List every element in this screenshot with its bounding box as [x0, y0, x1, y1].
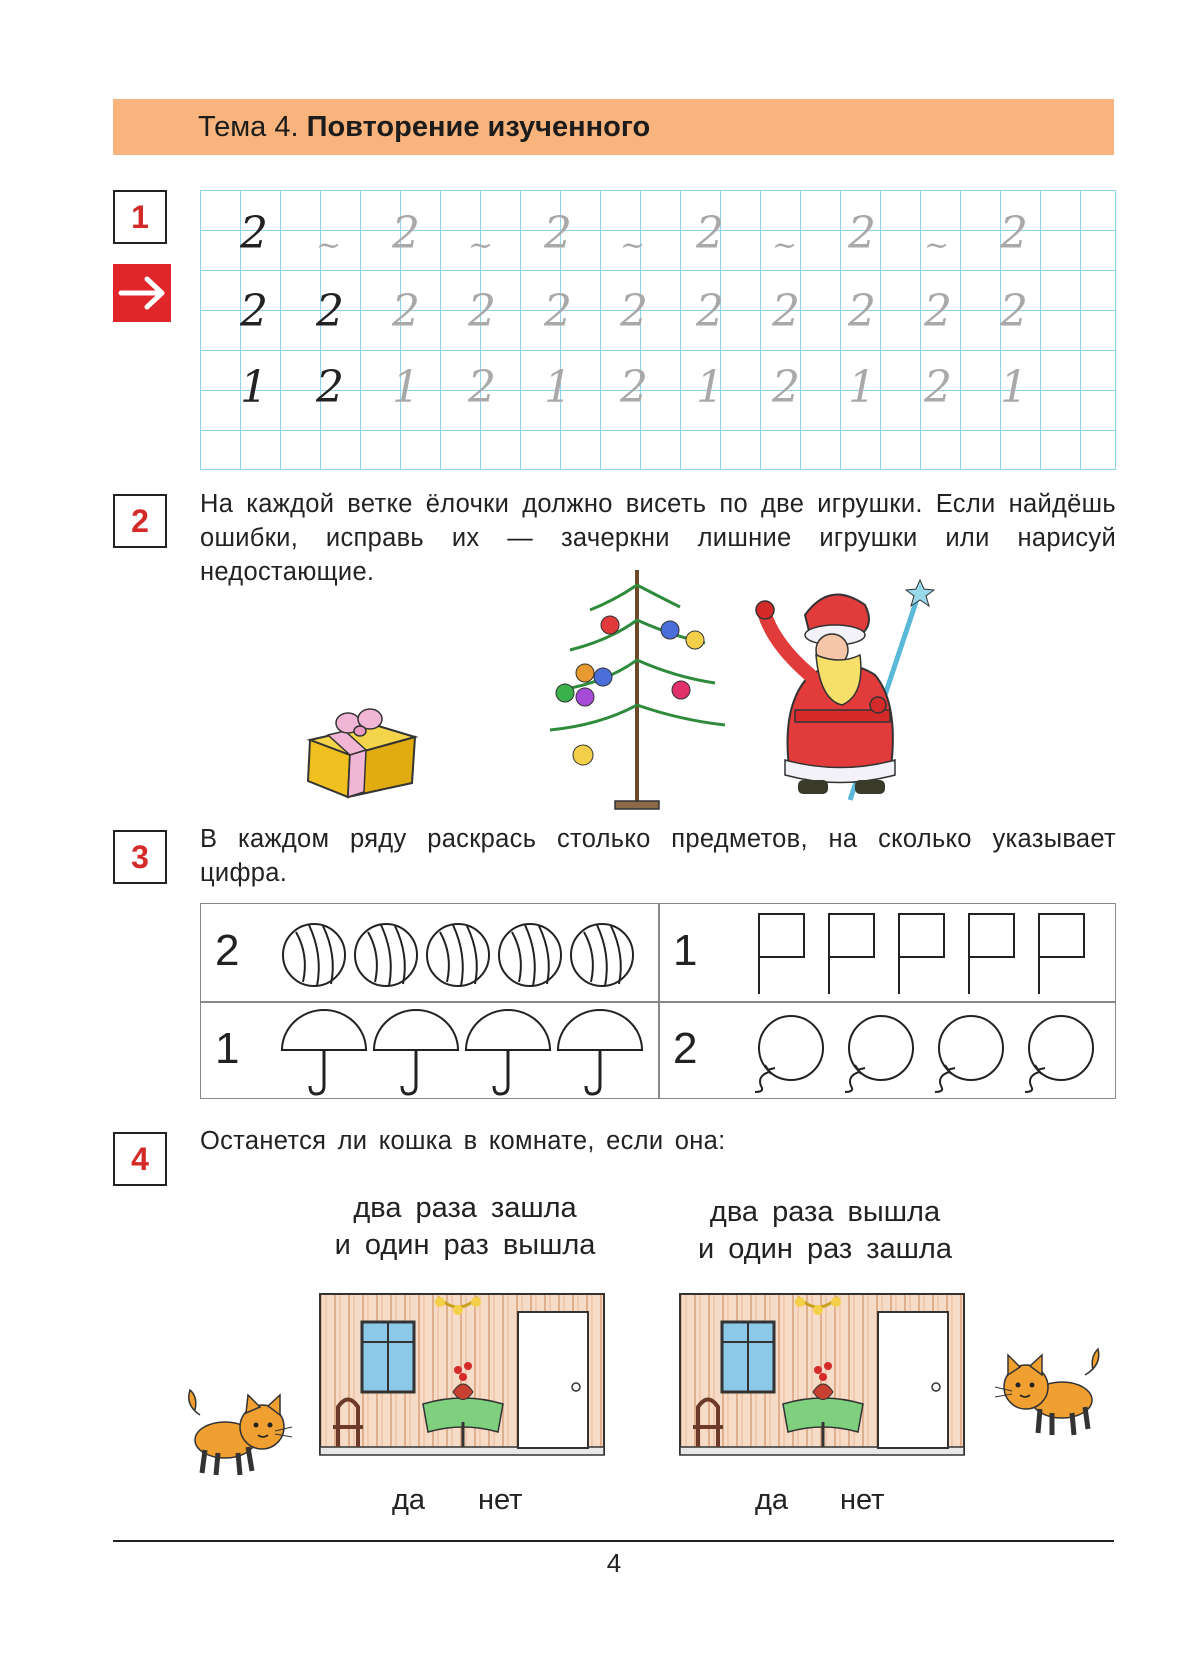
- flag-icon: [759, 914, 804, 994]
- balloon-icon: [755, 1016, 823, 1092]
- practice-glyph: 2: [316, 286, 344, 337]
- writing-grid: [200, 190, 1116, 470]
- umbrella-icon: [374, 1010, 458, 1094]
- practice-glyph: ~: [924, 228, 950, 263]
- task-3-text: В каждом ряду раскрась столько предметов, на сколько указывает цифра.: [200, 825, 1116, 887]
- question-2-line-2: и один раз зашла: [698, 1233, 952, 1265]
- question-1-yes[interactable]: да: [392, 1484, 426, 1516]
- question-2-caption: [660, 1194, 990, 1268]
- task-1-number: 1: [113, 190, 167, 244]
- flag-icon: [969, 914, 1014, 994]
- umbrellas-row: [279, 1008, 651, 1096]
- flag-icon: [1039, 914, 1084, 994]
- topic-header: [113, 99, 1114, 155]
- practice-glyph: 1: [696, 362, 724, 413]
- balloon-icon: [845, 1016, 913, 1092]
- practice-glyph: 2: [848, 286, 876, 337]
- cell-digit-balls: 2: [215, 926, 240, 975]
- task-4-text: Останется ли кошка в комнате, если она:: [200, 1127, 726, 1155]
- cat-right-image: [990, 1345, 1110, 1440]
- practice-glyph: 2: [924, 362, 952, 413]
- gift-box-image: [300, 695, 425, 800]
- practice-glyph: 2: [620, 286, 648, 337]
- topic-name: Повторение изученного: [306, 111, 651, 143]
- practice-glyph: 2: [772, 286, 800, 337]
- question-2-line-1: два раза вышла: [709, 1196, 941, 1228]
- umbrella-icon: [466, 1010, 550, 1094]
- question-1-no[interactable]: нет: [478, 1484, 523, 1516]
- santa-claus-image: [750, 575, 940, 805]
- ball-icon: [499, 924, 561, 986]
- coloring-table: [200, 903, 1116, 1099]
- practice-glyph: 2: [924, 286, 952, 337]
- practice-glyph: 2: [848, 208, 876, 259]
- umbrella-icon: [282, 1010, 366, 1094]
- question-1-line-2: и один раз вышла: [334, 1229, 596, 1261]
- ball-icon: [355, 924, 417, 986]
- topic-title: [198, 111, 650, 144]
- balls-row: [281, 920, 641, 990]
- cell-digit-umbrellas: 1: [215, 1024, 240, 1073]
- cell-digit-balloons: 2: [673, 1024, 698, 1073]
- practice-glyph: 2: [620, 362, 648, 413]
- practice-glyph: 2: [696, 286, 724, 337]
- page-number: 4: [606, 1548, 622, 1578]
- flag-icon: [899, 914, 944, 994]
- task-4-number: 4: [113, 1132, 167, 1186]
- ball-icon: [283, 924, 345, 986]
- practice-glyph: 1: [544, 362, 572, 413]
- table-divider-horizontal: [201, 1001, 1115, 1003]
- practice-glyph: 2: [544, 286, 572, 337]
- practice-glyph: ~: [772, 228, 798, 263]
- balloon-icon: [935, 1016, 1003, 1092]
- ball-icon: [571, 924, 633, 986]
- cat-left-image: [180, 1385, 300, 1480]
- ball-icon: [427, 924, 489, 986]
- flags-row: [749, 912, 1089, 996]
- flag-icon: [829, 914, 874, 994]
- practice-glyph: 2: [1000, 208, 1028, 259]
- practice-glyph: 2: [544, 208, 572, 259]
- task-2-number: 2: [113, 494, 167, 548]
- topic-prefix: Тема 4.: [198, 111, 299, 143]
- question-2-yes[interactable]: да: [755, 1484, 789, 1516]
- room-image-2: [678, 1292, 968, 1462]
- task-3-number: 3: [113, 830, 167, 884]
- practice-glyph: 2: [316, 362, 344, 413]
- task-2-text: На каждой ветке ёлочки должно висеть по две игрушки. Если найдёшь ошибки, исправь их — зачеркни лишние игрушки или нарисуй недостающие.: [200, 490, 1116, 586]
- practice-glyph: 2: [392, 286, 420, 337]
- cell-digit-flags: 1: [673, 926, 698, 975]
- practice-glyph: 2: [696, 208, 724, 259]
- practice-glyph: 2: [468, 362, 496, 413]
- balloons-row: [741, 1010, 1101, 1094]
- practice-glyph: 2: [1000, 286, 1028, 337]
- practice-glyph: 1: [240, 362, 268, 413]
- arrow-right-icon: [113, 264, 171, 322]
- practice-glyph: 2: [392, 208, 420, 259]
- practice-glyph: 2: [772, 362, 800, 413]
- practice-glyph: 1: [1000, 362, 1028, 413]
- footer-divider: [113, 1540, 1114, 1542]
- practice-glyph: 1: [392, 362, 420, 413]
- question-1-line-1: два раза зашла: [353, 1192, 577, 1224]
- room-image-1: [318, 1292, 608, 1462]
- question-2-no[interactable]: нет: [840, 1484, 885, 1516]
- practice-glyph: ~: [468, 228, 494, 263]
- practice-glyph: 1: [848, 362, 876, 413]
- practice-glyph: ~: [316, 228, 342, 263]
- practice-glyph: 2: [240, 208, 268, 259]
- balloon-icon: [1025, 1016, 1093, 1092]
- question-1-caption: [300, 1190, 630, 1264]
- fir-tree-image: [545, 565, 730, 815]
- umbrella-icon: [558, 1010, 642, 1094]
- practice-glyph: 2: [240, 286, 268, 337]
- practice-glyph: ~: [620, 228, 646, 263]
- practice-glyph: 2: [468, 286, 496, 337]
